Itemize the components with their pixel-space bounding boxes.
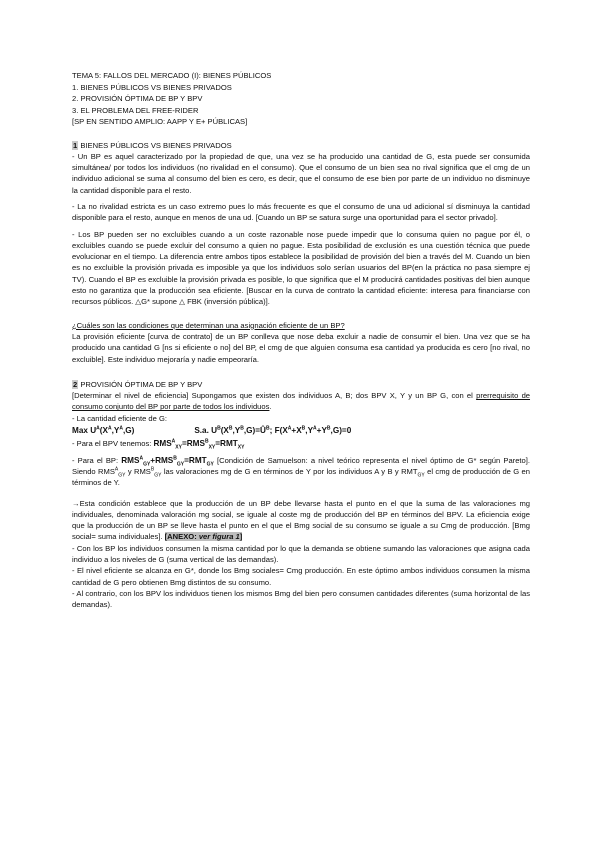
bpv-condition-label: - Para el BPV tenemos: xyxy=(72,439,154,449)
section2-heading xyxy=(72,379,530,390)
toc-item-1: 1. BIENES PÚBLICOS VS BIENES PRIVADOS xyxy=(72,82,232,92)
section2-title: PROVISIÓN ÓPTIMA DE BP Y BPV xyxy=(78,379,203,389)
efficient-quantity-label: - La cantidad eficiente de G: xyxy=(72,413,167,423)
section2-intro xyxy=(72,390,530,413)
eq-part: ,Y xyxy=(111,426,120,436)
eq-max: Max U xyxy=(72,426,97,436)
annex-end: ] xyxy=(239,532,243,542)
section1-number: 1 xyxy=(73,140,78,150)
intro-end: . xyxy=(269,402,272,412)
annex-reference[interactable] xyxy=(165,532,243,541)
intro-text: [Determinar el nivel de eficiencia] Supongamos que existen dos individuos A, B; dos BPV X, Y y un BP G, con el xyxy=(72,391,477,401)
toc-item-2: 2. PROVISIÓN ÓPTIMA DE BP Y BPV xyxy=(72,94,203,103)
eq-part: (X xyxy=(220,426,229,436)
section2-paragraph-bpv-demand: - Al contrario, con los BPV los individuos tienen los mismos Bmg del bien pero consumen cantidades diferentes (suma horizontal de las demandas). xyxy=(72,588,530,610)
eq-part: (X xyxy=(99,426,108,436)
eq-part: ,Y xyxy=(305,426,314,436)
section2-number: 2 xyxy=(73,379,78,389)
bpv-condition-formula: $RMS^A_{XY}=RMS^B_{XY}=RMT_{XY}$ xyxy=(153,438,245,451)
eq-subject-to: S.a. U xyxy=(194,426,218,436)
annex-figure-link: ver figura 1 xyxy=(198,532,240,542)
section1-paragraph-3: - Los BP pueden ser no excluibles cuando a un coste razonable nose puede impedir que lo consuma quien no pague por él, o excluibles cuando se puede excluir del consumo a quien no pague. Esta posibilidad de exclusión es una cuestión técnica que puede evolucionar en el tiempo. La diferencia entre ambos tipos establece la posibilidad de provisión del bien a través del M. Cuando un bien es no excluible la provisión privada es imposible ya que los individuos solo serían usuarios del BP(en la práctica no pasa siempre ej TV). Cuando el BP es excluible la provisión privada es posible, lo que significa que el M producirá cantidades positivas del bien aunque esto no garantiza que la producción sea eficiente. [Buscar en la curva de contrato la cantidad eficiente: interesa para financiarse con recursos públicos. △G* supone △ FBK (inversión pública)]. xyxy=(72,229,530,307)
eq-part: ,G) xyxy=(122,426,135,436)
section2-paragraph-bp-demand: - Con los BP los individuos consumen la misma cantidad por lo que la demanda se obtiene sumando las valoraciones que asigna cada individuo a los niveles de G (suma vertical de las demandas). xyxy=(72,543,530,564)
section1-paragraph-2: - La no rivalidad estricta es un caso extremo pues lo más frecuente es que el consumo de una ud adicional sí disminuya la cantidad disponible para el resto, aunque en menos de una ud. [Cuando un BP se satura surge una oportunidad para el sector privado]. xyxy=(72,201,530,223)
samuelson-condition: - Para el BP: $RMS^A_{GY}+RMS^B_{GY}=RMT_{GY}$ [Condición de Samuelson: a nivel teórico representa el nivel óptimo de G* según Pareto]. Siendo $RMS^A_{GY}$ y $RMS^B_{GY}$ las valoraciones mg de G en términos de Y por los individuos A y B y $RMT_{GY}$ el cmg de producción de G en términos de Y. xyxy=(72,454,530,488)
samuelson-text-4: el cmg de producción de G en términos de Y. xyxy=(72,466,530,488)
section1-paragraph-1: - Un BP es aquel caracterizado por la propiedad de que, una vez se ha producido una cantidad de G, esta puede ser consumida simultánea/ por todos los individuos (no rivalidad en el consumo). Que el consumo de un bien sea no rival significa que el cmg de un individuo adicional se suma al consumo del bien es cero, es decir, que el consumo de ese bien por parte de un individuo no disminuye la cantidad disponible para el resto. xyxy=(72,151,530,195)
samuelson-text-2: y RMS xyxy=(125,466,151,476)
samuelson-text-1: [Condición de Samuelson: a nivel teórico representa el nivel óptimo de G* según Pareto]. Siendo RMS xyxy=(72,455,530,476)
section1-paragraph-4: La provisión eficiente [curva de contrato] de un BP conlleva que nose deba excluir a nadie de consumir el bien. Una vez que se ha producido una cantidad G [ns si eficiente o no] del BP, el cmg de que alguien consuma esa cantidad ya producida es cero [no rival, no excluible]. Este individuo mejoraría y nadie empeoraría. xyxy=(72,331,530,364)
section1-question: ¿Cuáles son las condiciones que determinan una asignación eficiente de un BP? xyxy=(72,320,345,330)
eq-part: ,Y xyxy=(232,426,241,436)
eq-part: +X xyxy=(291,426,302,436)
eq-part: +Y xyxy=(316,426,327,436)
annex-label: [ANEXO: xyxy=(164,532,199,542)
intro-prerequisite: prerrequisito de consumo conjunto del BP por parte de todos los individuos xyxy=(72,391,531,412)
section2-paragraph-arrow xyxy=(72,498,530,543)
document-content xyxy=(72,70,530,610)
toc-note: [SP EN SENTIDO AMPLIO: AAPP Y E+ PÚBLICAS] xyxy=(72,117,248,126)
section1-heading xyxy=(72,140,530,151)
section1-title: BIENES PÚBLICOS VS BIENES PRIVADOS xyxy=(78,140,232,150)
samuelson-text-3: las valoraciones mg de G en términos de Y por los individuos A y B y RMT xyxy=(161,466,418,476)
samuelson-formula: $RMS^A_{GY}+RMS^B_{GY}=RMT_{GY}$ xyxy=(121,454,214,468)
toc-item-3: 3. EL PROBLEMA DEL FREE-RIDER xyxy=(72,105,199,115)
eq-part: ; F(X xyxy=(269,426,288,436)
maximization-equation: Max $U^A(X^A,Y^A,G)$ S.a. $U^B(X^B,Y^B,G)=Û^B$; $F(X^A+X^B,Y^A+Y^B,G)=0$ xyxy=(72,425,352,436)
eq-part: ,G)=Û xyxy=(243,426,266,436)
doc-title: TEMA 5: FALLOS DEL MERCADO (I): BIENES PÚBLICOS xyxy=(72,71,272,80)
bpv-condition xyxy=(72,438,530,449)
section2-paragraph-efficient-level: - El nivel eficiente se alcanza en G*, donde los Bmg sociales= Cmg producción. En este óptimo ambos individuos consumen la misma cantidad de G pero obtienen Bmg distintos de su consumo. xyxy=(72,566,530,587)
eq-part: ,G)=0 xyxy=(330,426,352,436)
arrow-paragraph-text: →Esta condición establece que la producción de un BP debe llevarse hasta el punto en el que la suma de las valoraciones mg individuales, denominada valoración mg social, se iguale al coste mg de producción del BP en términos del BPV. La eficiencia exige que la producción de un BP se lleve hasta el punto en el que el Bmg social de su consumo se iguale a su Cmg de producción. [Bmg social= suma individuales]. xyxy=(72,498,530,542)
